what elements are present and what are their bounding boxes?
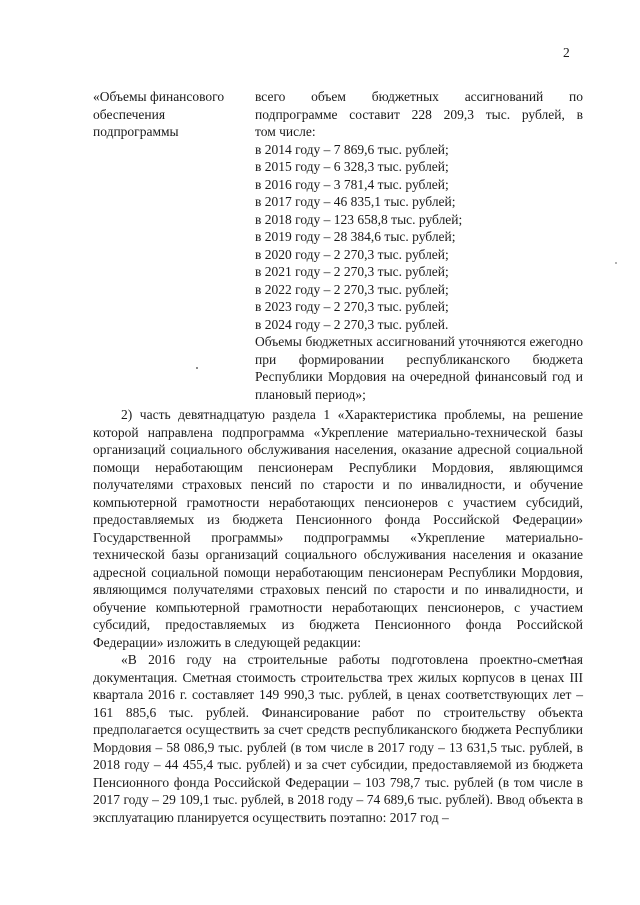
year-amount: в 2022 году – 2 270,3 тыс. рублей; <box>255 281 449 297</box>
scan-speck <box>196 367 198 369</box>
year-amount: в 2016 году – 3 781,4 тыс. рублей; <box>255 176 449 192</box>
passport-row-financing <box>93 88 583 403</box>
year-amount: в 2015 году – 6 328,3 тыс. рублей; <box>255 159 449 174</box>
passport-row-label <box>93 88 255 403</box>
passport-row-value <box>255 88 583 403</box>
year-amount: в 2014 году – 7 869,6 тыс. рублей; <box>255 141 449 157</box>
label-line: «Объемы финансового <box>93 89 225 104</box>
total-line: всего объем бюджетных ассигнований по <box>255 89 583 104</box>
new-text-paragraph: «В 2016 году на строительные работы подготовлена проектно-сметная документация. Сметная стоимость строительства трех жилых корпусов в ценах III квартала 2016 г. составляет 149 990,3 тыс. рублей, в ценах соответствующих лет – 161 885,6 тыс. рублей. Финансирование работ по строительству объекта предполагается осуществить за счет средств республиканского бюджета Республики Мордовия – 58 086,9 тыс. рублей (в том числе в 2017 году – 13 631,5 тыс. рублей, в 2018 году – 44 455,4 тыс. рублей) и за счет субсидии, предоставляемой из бюджета Пенсионного фонда Российской Федерации – 103 798,7 тыс. рублей (в том числе в 2017 году – 29 109,1 тыс. рублей, в 2018 году – 74 689,6 тыс. рублей). Ввод объекта в эксплуатацию планируется осуществить поэтапно: 2017 год – <box>93 652 583 825</box>
label-line: обеспечения <box>93 106 166 122</box>
total-line: том числе: <box>255 124 316 139</box>
total-line: подпрограмме составит 228 209,3 тыс. рублей, в <box>255 106 583 122</box>
document-body <box>93 406 583 826</box>
scan-speck <box>615 262 617 264</box>
year-amount: в 2021 году – 2 270,3 тыс. рублей; <box>255 264 449 279</box>
label-line: подпрограммы <box>93 124 179 139</box>
year-amount: в 2017 году – 46 835,1 тыс. рублей; <box>255 194 456 209</box>
year-amount: в 2018 году – 123 658,8 тыс. рублей; <box>255 211 463 227</box>
page-number: 2 <box>563 45 570 60</box>
amendment-paragraph: 2) часть девятнадцатую раздела 1 «Характеристика проблемы, на решение которой направлена подпрограмма «Укрепление материально-технической базы организаций социального обслуживания населения, оказание адресной социальной помощи неработающим пенсионерам Республики Мордовия, являющимся получателями страховых пенсий по старости и по инвалидности, и обучение компьютерной грамотности неработающих пенсионеров с участием субсидий, предоставляемых из бюджета Пенсионного фонда Российской Федерации» Государственной программы» подпрограммы «Укрепление материально-технической базы организаций социального обслуживания населения и оказание адресной социальной помощи неработающим пенсионерам Республики Мордовия, являющимся получателями страховых пенсий по старости и по инвалидности, и обучение компьютерной грамотности неработающих пенсионеров, с участием субсидий, предоставляемых из бюджета Пенсионного фонда Российской Федерации» изложить в следующей редакции: <box>93 407 583 650</box>
financing-note: Объемы бюджетных ассигнований уточняются ежегодно при формировании республиканского бюджета Республики Мордовия на очередной финансовый год и плановый период»; <box>255 334 583 402</box>
year-amount: в 2019 году – 28 384,6 тыс. рублей; <box>255 229 456 244</box>
year-amount: в 2023 году – 2 270,3 тыс. рублей; <box>255 299 449 314</box>
year-amount: в 2020 году – 2 270,3 тыс. рублей; <box>255 246 449 262</box>
year-amount: в 2024 году – 2 270,3 тыс. рублей. <box>255 316 449 332</box>
